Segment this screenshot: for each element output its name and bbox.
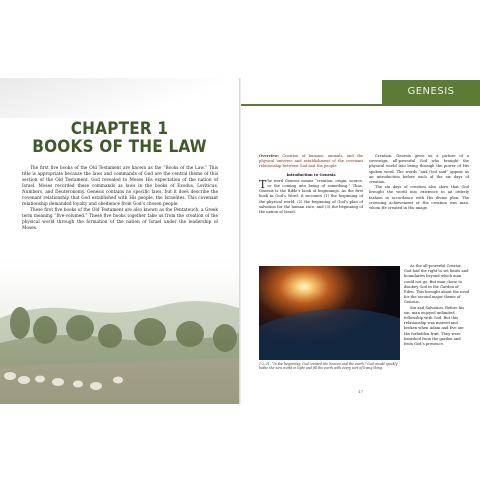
- creator-paragraph: As the all-powerful Creator, God had the right to set limits and boundaries beyond which man could not go. But man chose to disobey God in the Garden of Eden. This brought about the need for the second major theme of Genesis.: [404, 264, 470, 305]
- chapter-title: BOOKS OF THE LAW: [32, 137, 207, 157]
- intro-heading: Introduction to Genesis: [286, 172, 336, 177]
- creation-paragraph: Creation. Genesis gives us a picture of a sovereign, all-powerful God who brought the physical world into being through the power of His spoken word. The words “and God said” appear as an introduction before each of the six days of creation.: [369, 154, 469, 185]
- intro-paragraph-1: The first five books of the Old Testament are known as the “Books of the Law.” This title is appropriate because the laws and commands of God are the central theme of this section of the Old Testament. God revealed to Moses His expectation of the nation of Israel. Moses recorded these commands as laws in the books of Exodus, Leviticus, Numbers, and Deuteronomy. Genesis contains no specific laws, but it does describe the covenant relationship that God established with His people, the Israelites. This covenant relationship demanded loyalty and obedience from God’s chosen people.: [22, 166, 218, 207]
- landscape-photo: [0, 248, 239, 404]
- page-number: 17: [358, 389, 364, 394]
- planet-sunrise-photo: [259, 266, 400, 360]
- right-column: [369, 154, 469, 211]
- intro-text: he word Genesis means “creation, origin, source, or the coming into being of something.” Thus, Genesis is the Bible’s book of beginnings. As the first book in God’s Word, it recounts (1) the beginning of the physical world, (2) the beginning of God’s plan of salvation for the human race, and (3) the beginning of the nation of Israel.: [259, 178, 363, 215]
- right-column-continued: [404, 264, 470, 347]
- header-rule: [241, 104, 480, 106]
- sin-salvation-paragraph: Sin and Salvation. Before his sin, man enjoyed unlimited fellowship with God. But this relationship was marred and broken when Adam and Eve ate the forbidden fruit. They were banished from the garden and from God’s presence.: [404, 305, 465, 347]
- chapter-label: CHAPTER 1: [70, 119, 169, 139]
- overview-label: Overview:: [259, 154, 280, 158]
- drop-cap: T: [259, 177, 267, 191]
- book-tab-genesis: GENESIS: [382, 80, 480, 104]
- intro-paragraph: [259, 179, 363, 215]
- photo-caption: 1:2–31. “In the beginning, God created the heaven and the earth.” God would quickly bathe the new world in light and fill the earth with every sort of living thing.: [259, 362, 398, 371]
- six-days-paragraph: The six days of creation also show that God brought the world into existence in an orderly fashion in accordance with His divine plan. The crowning achievement of His creation was man, whom He created in His image.: [369, 185, 469, 211]
- right-page: [241, 78, 480, 404]
- decorative-swoosh: [0, 78, 239, 118]
- intro-paragraph-2: These first five books of the Old Testament are also known as the Pentateuch, a Greek term meaning “five-volumed.” These five books together take us from the creation of the physical world through the formation of the nation of Israel under the leadership of Moses.: [22, 208, 218, 231]
- overview: [259, 154, 363, 170]
- chapter-intro-text: [22, 166, 218, 232]
- left-page: [0, 78, 239, 404]
- left-column: [259, 154, 363, 215]
- overview-text: Creation of humans, animals, and the physical universe and establishment of the covenant relationship between God and His people.: [259, 154, 363, 169]
- book-spread: [0, 78, 480, 404]
